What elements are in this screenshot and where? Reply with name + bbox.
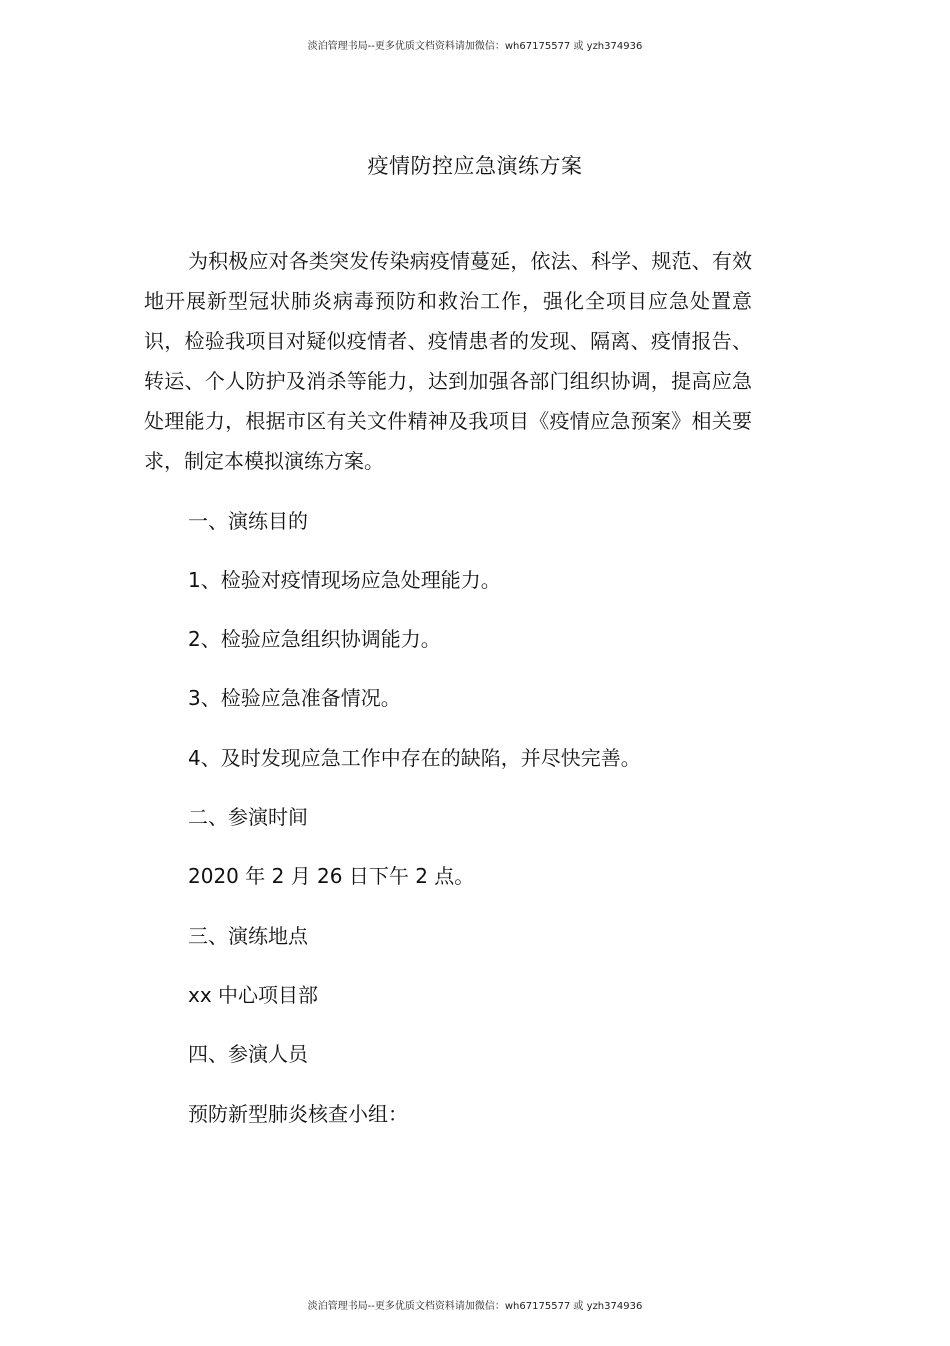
drill-time-text: 2020 年 2 月 26 日下午 2 点。 xyxy=(188,864,475,888)
section-heading-purpose: 一、演练目的 xyxy=(188,509,308,533)
section-heading-time: 二、参演时间 xyxy=(188,805,308,829)
list-item-purpose-4: 4、及时发现应急工作中存在的缺陷，并尽快完善。 xyxy=(188,746,641,770)
participants-group-label: 预防新型肺炎核查小组： xyxy=(188,1102,408,1126)
header-watermark-note: 淡泊管理书局--更多优质文档资料请加微信：wh67175577 或 yzh374936 xyxy=(307,41,643,52)
list-item-purpose-2: 2、检验应急组织协调能力。 xyxy=(188,627,441,651)
list-item-purpose-1: 1、检验对疫情现场应急处理能力。 xyxy=(188,568,501,592)
section-heading-location: 三、演练地点 xyxy=(188,924,308,948)
section-heading-participants: 四、参演人员 xyxy=(188,1042,308,1066)
intro-paragraph: 为积极应对各类突发传染病疫情蔓延，依法、科学、规范、有效地开展新型冠状肺炎病毒预防和救治工作，强化全项目应急处置意识，检验我项目对疑似疫情者、疫情患者的发现、隔离、疫情报告、转运、个人防护及消杀等能力，达到加强各部门组织协调，提高应急处理能力，根据市区有关文件精神及我项目《疫情应急预案》相关要求，制定本模拟演练方案。 xyxy=(144,249,752,473)
drill-location-text: xx 中心项目部 xyxy=(188,983,319,1007)
footer-watermark-note: 淡泊管理书局--更多优质文档资料请加微信：wh67175577 或 yzh374936 xyxy=(307,1301,643,1312)
document-title: 疫情防控应急演练方案 xyxy=(367,154,583,178)
list-item-purpose-3: 3、检验应急准备情况。 xyxy=(188,686,401,710)
